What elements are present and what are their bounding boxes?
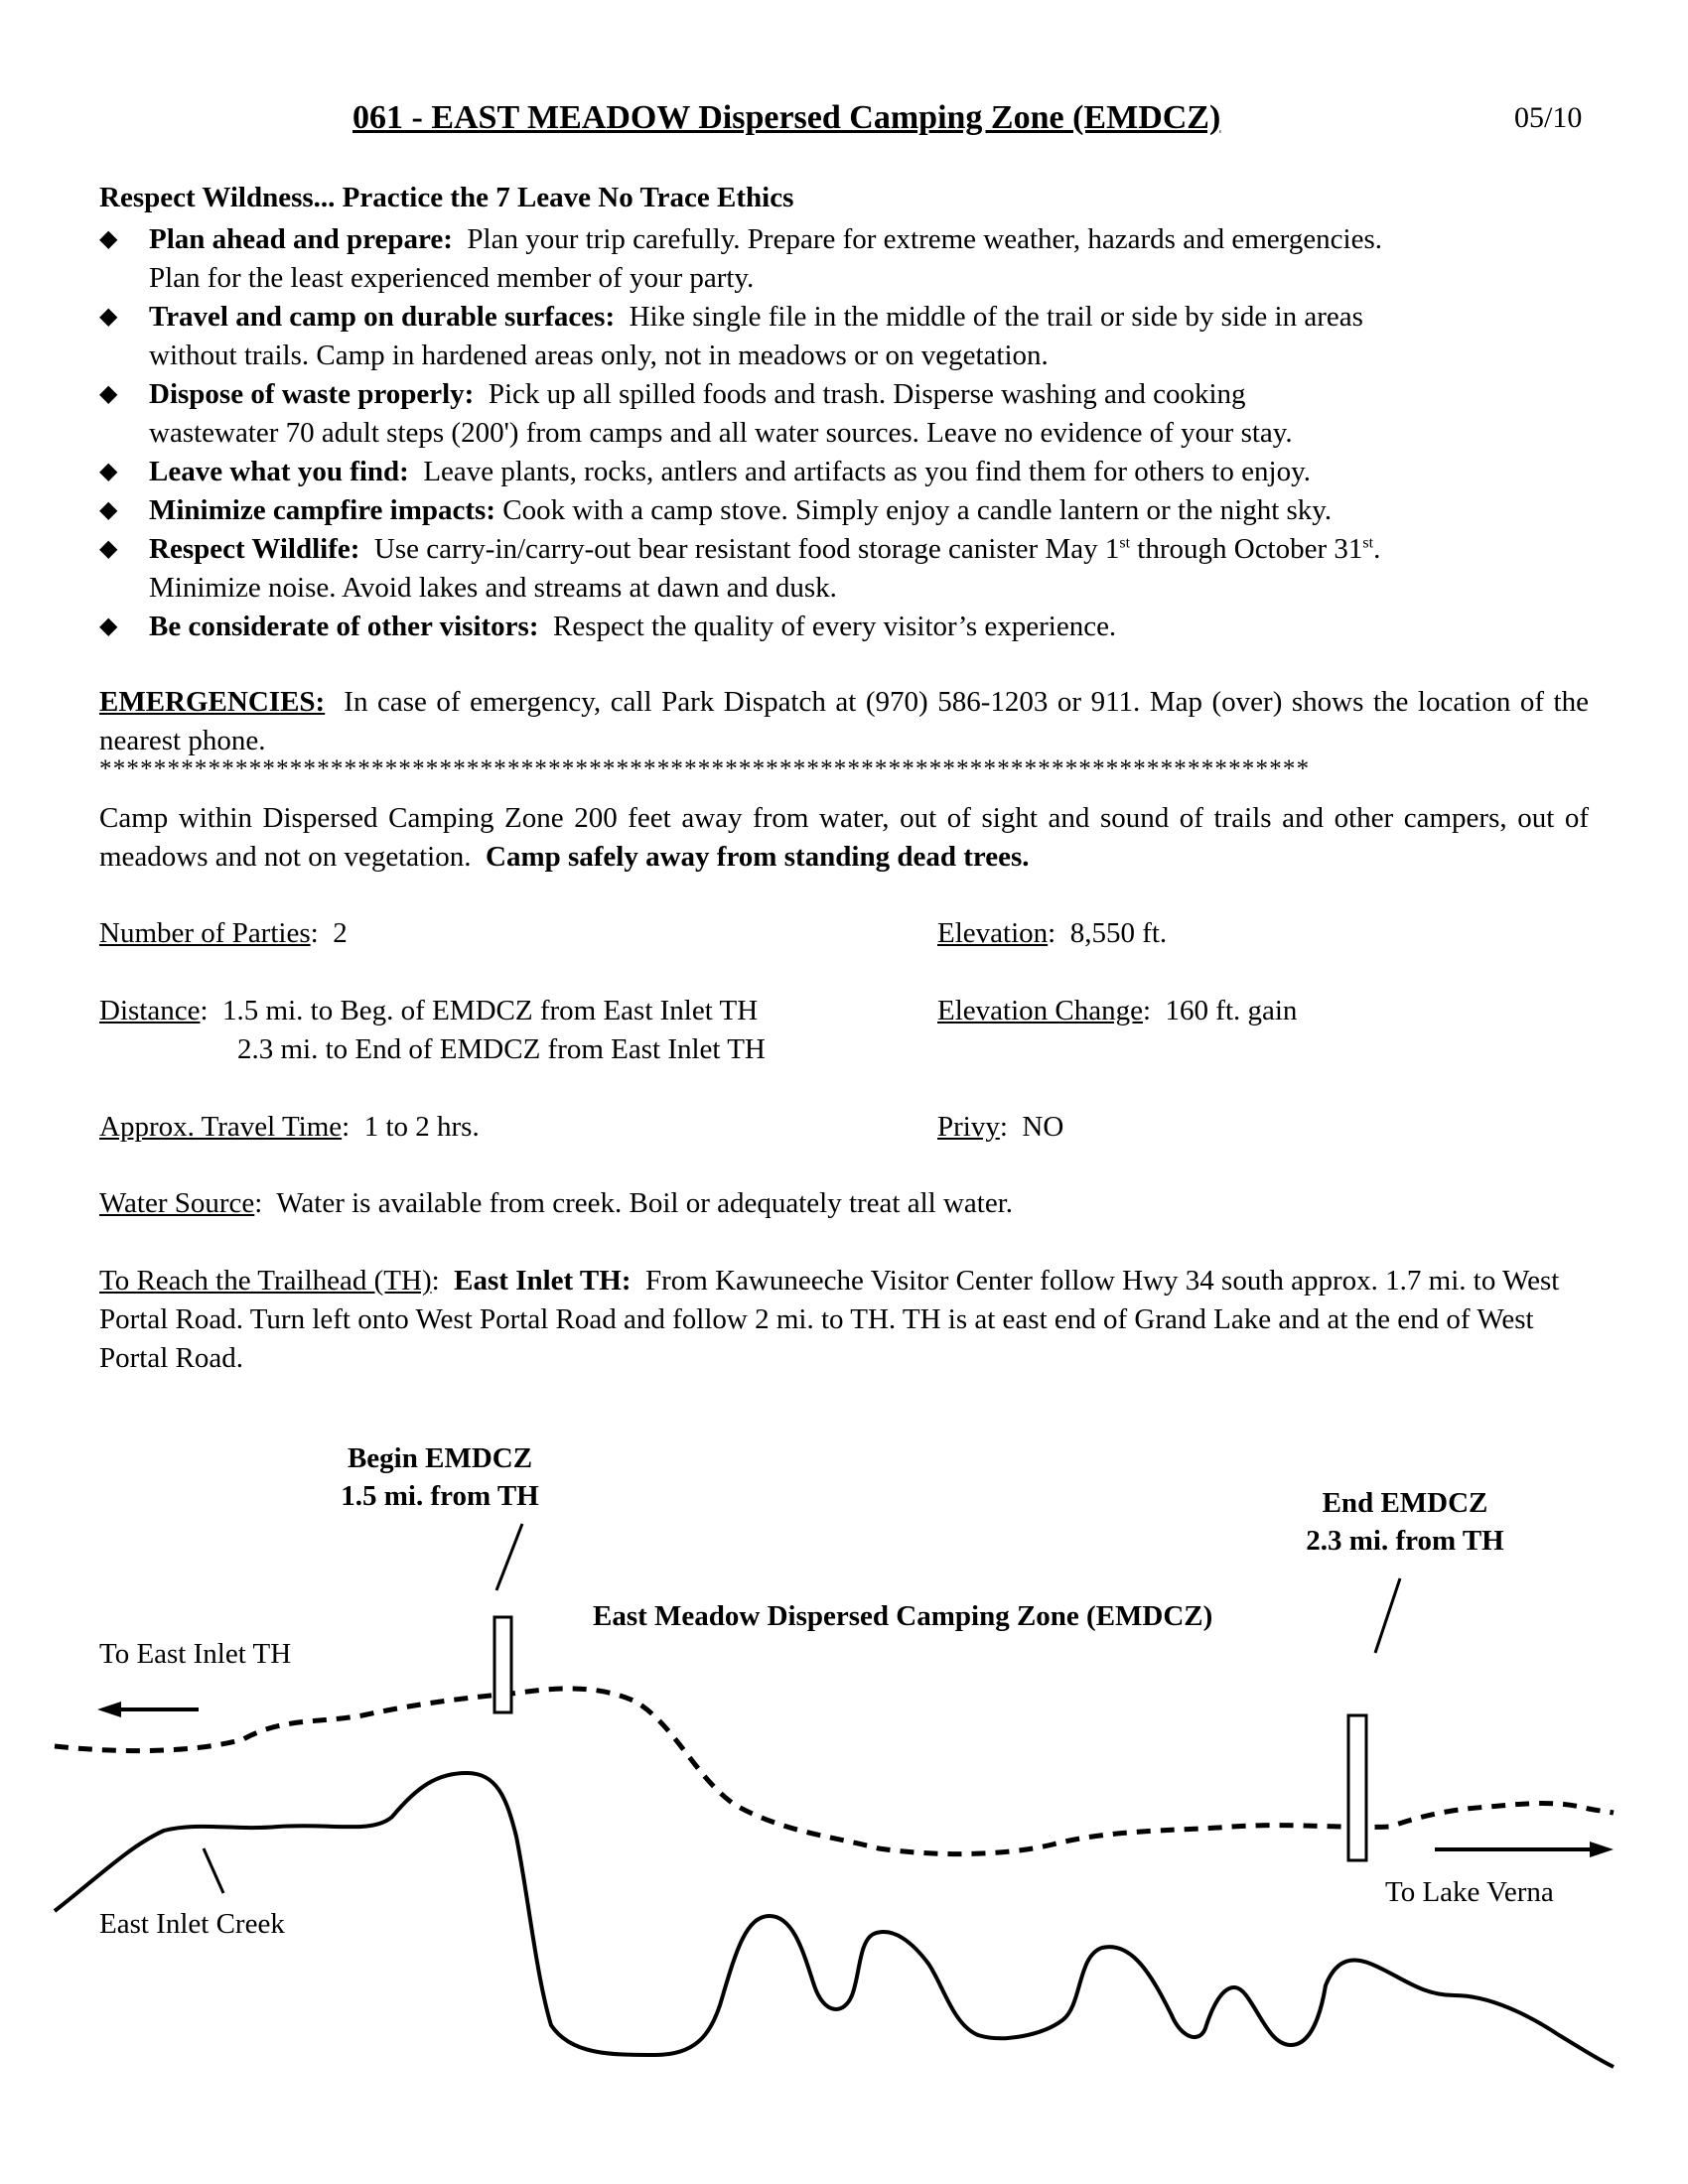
item-label: Respect Wildlife:	[149, 533, 360, 565]
distance-row: Distance: 1.5 mi. to Beg. of EMDCZ from East Inlet TH	[99, 995, 759, 1026]
camp-rules-bold: Camp safely away from standing dead trees.	[486, 841, 1030, 873]
emergencies-paragraph	[99, 683, 1589, 760]
diamond-bullet-icon: ◆	[99, 226, 118, 252]
item-label: Minimize campfire impacts:	[149, 494, 495, 526]
travel-time-label: Approx. Travel Time	[99, 1111, 343, 1143]
item-label: Plan ahead and prepare:	[149, 223, 453, 255]
diamond-bullet-icon: ◆	[99, 381, 118, 407]
item-text: Leave plants, rocks, antlers and artifacts as you find them for others to enjoy.	[423, 456, 1311, 487]
privy-label: Privy	[937, 1111, 1000, 1143]
item-text: Pick up all spilled foods and trash. Disperse washing and cooking	[488, 378, 1246, 410]
begin-zone-distance: 1.5 mi. from TH	[341, 1480, 539, 1512]
end-pointer-line	[1375, 1578, 1400, 1653]
list-item	[99, 530, 1589, 608]
begin-pointer-line	[496, 1524, 522, 1590]
lnt-list	[99, 220, 1589, 646]
lnt-heading: Respect Wildness... Practice the 7 Leave No Trace Ethics	[99, 182, 794, 213]
trailhead-directions: From Kawuneeche Visitor Center follow Hwy 34 south approx. 1.7 mi. to West Portal Road. Turn left onto West Portal Road and follow 2 mi. to TH. TH is at east end of Grand Lake and at the end of West Portal Road.	[99, 1265, 1560, 1374]
creek-pointer-line	[204, 1848, 223, 1893]
emergencies-label: EMERGENCIES:	[99, 686, 326, 718]
item-label: Be considerate of other visitors:	[149, 611, 539, 642]
elevation-change-value: 160 ft. gain	[1165, 995, 1298, 1026]
item-text: Plan your trip carefully. Prepare for extreme weather, hazards and emergencies.	[467, 223, 1382, 255]
distance-label: Distance	[99, 995, 201, 1026]
elevation-change-row: Elevation Change: 160 ft. gain	[937, 995, 1298, 1026]
water-source-label: Water Source	[99, 1187, 255, 1219]
privy-row: Privy: NO	[937, 1111, 1064, 1143]
list-item	[99, 220, 1589, 298]
water-source-row: Water Source: Water is available from creek. Boil or adequately treat all water.	[99, 1187, 1014, 1219]
trailhead-name: East Inlet TH:	[454, 1265, 632, 1297]
end-zone-distance: 2.3 mi. from TH	[1306, 1525, 1504, 1557]
item-text-mid: through October 31	[1130, 533, 1363, 565]
end-zone-marker	[1348, 1715, 1366, 1860]
begin-zone-marker	[494, 1617, 511, 1712]
diamond-bullet-icon: ◆	[99, 614, 118, 639]
item-text: Cook with a camp stove. Simply enjoy a candle lantern or the night sky.	[502, 494, 1333, 526]
emergencies-text: In case of emergency, call Park Dispatch at (970) 586-1203 or 911. Map (over) shows the location of the nearest phone.	[99, 686, 1589, 756]
item-text-end: .	[1373, 533, 1381, 565]
elevation-change-label: Elevation Change	[937, 995, 1143, 1026]
item-label: Travel and camp on durable surfaces:	[149, 301, 616, 333]
travel-time-value: 1 to 2 hrs.	[363, 1111, 480, 1143]
end-zone-title: End EMDCZ	[1322, 1487, 1488, 1519]
item-text: Hike single file in the middle of the trail or side by side in areas	[629, 301, 1363, 333]
ordinal-suffix: st	[1119, 534, 1131, 552]
list-item	[99, 608, 1589, 646]
to-east-inlet-label: To East Inlet TH	[99, 1638, 292, 1670]
distance-line-2: 2.3 mi. to End of EMDCZ from East Inlet TH	[237, 1033, 766, 1065]
creek-path	[55, 1773, 1614, 2067]
elevation-value: 8,550 ft.	[1069, 917, 1168, 949]
item-text-cont: wastewater 70 adult steps (200') from camps and all water sources. Leave no evidence of your stay.	[149, 417, 1293, 449]
elevation-label: Elevation	[937, 917, 1049, 949]
west-arrow-head	[97, 1702, 121, 1717]
parties-row: Number of Parties: 2	[99, 917, 348, 949]
to-lake-verna-label: To Lake Verna	[1385, 1876, 1554, 1908]
camp-rules-text: Camp within Dispersed Camping Zone 200 feet away from water, out of sight and sound of trails and other campers, out of meadows and not on vegetation.	[99, 802, 1589, 873]
divider: *****************************************************************************************	[99, 755, 1311, 782]
list-item	[99, 298, 1589, 375]
item-text: Respect the quality of every visitor’s experience.	[553, 611, 1117, 642]
list-item	[99, 491, 1589, 530]
privy-value: NO	[1022, 1111, 1064, 1143]
item-label: Leave what you find:	[149, 456, 409, 487]
diamond-bullet-icon: ◆	[99, 536, 118, 562]
trail-diagram	[0, 1420, 1688, 2075]
item-text: Use carry-in/carry-out bear resistant food storage canister May 1	[373, 533, 1120, 565]
diamond-bullet-icon: ◆	[99, 304, 118, 330]
water-source-value: Water is available from creek. Boil or adequately treat all water.	[276, 1187, 1014, 1219]
camp-rules-paragraph	[99, 799, 1589, 877]
diamond-bullet-icon: ◆	[99, 459, 118, 484]
list-item	[99, 375, 1589, 453]
zone-label: East Meadow Dispersed Camping Zone (EMDCZ)	[593, 1600, 1213, 1632]
parties-value: 2	[333, 917, 348, 949]
begin-zone-title: Begin EMDCZ	[347, 1442, 533, 1474]
item-text-cont: Plan for the least experienced member of your party.	[149, 262, 755, 294]
elevation-row: Elevation: 8,550 ft.	[937, 917, 1168, 949]
revision-date: 05/10	[1514, 101, 1583, 134]
trail-path	[55, 1689, 1614, 1854]
trailhead-label: To Reach the Trailhead (TH)	[99, 1265, 432, 1297]
travel-time-row: Approx. Travel Time: 1 to 2 hrs.	[99, 1111, 480, 1143]
east-arrow-head	[1590, 1842, 1614, 1857]
trailhead-paragraph: To Reach the Trailhead (TH): East Inlet TH: From Kawuneeche Visitor Center follow Hwy 34 south approx. 1.7 mi. to West Portal Road. Turn left onto West Portal Road and follow 2 mi. to TH. TH is at east end of Grand Lake and at the end of West Portal Road.	[99, 1265, 1560, 1374]
list-item	[99, 453, 1589, 491]
page-title: 061 - EAST MEADOW Dispersed Camping Zone (EMDCZ)	[352, 99, 1221, 136]
distance-line-1: 1.5 mi. to Beg. of EMDCZ from East Inlet TH	[222, 995, 759, 1026]
begin-zone-label	[316, 1439, 564, 1515]
item-label: Dispose of waste properly:	[149, 378, 475, 410]
item-text-cont: without trails. Camp in hardened areas only, not in meadows or on vegetation.	[149, 340, 1049, 371]
end-zone-label	[1281, 1484, 1529, 1560]
creek-label: East Inlet Creek	[99, 1908, 285, 1940]
ordinal-suffix: st	[1362, 534, 1374, 552]
item-text-cont: Minimize noise. Avoid lakes and streams at dawn and dusk.	[149, 572, 837, 604]
diamond-bullet-icon: ◆	[99, 497, 118, 523]
parties-label: Number of Parties	[99, 917, 311, 949]
